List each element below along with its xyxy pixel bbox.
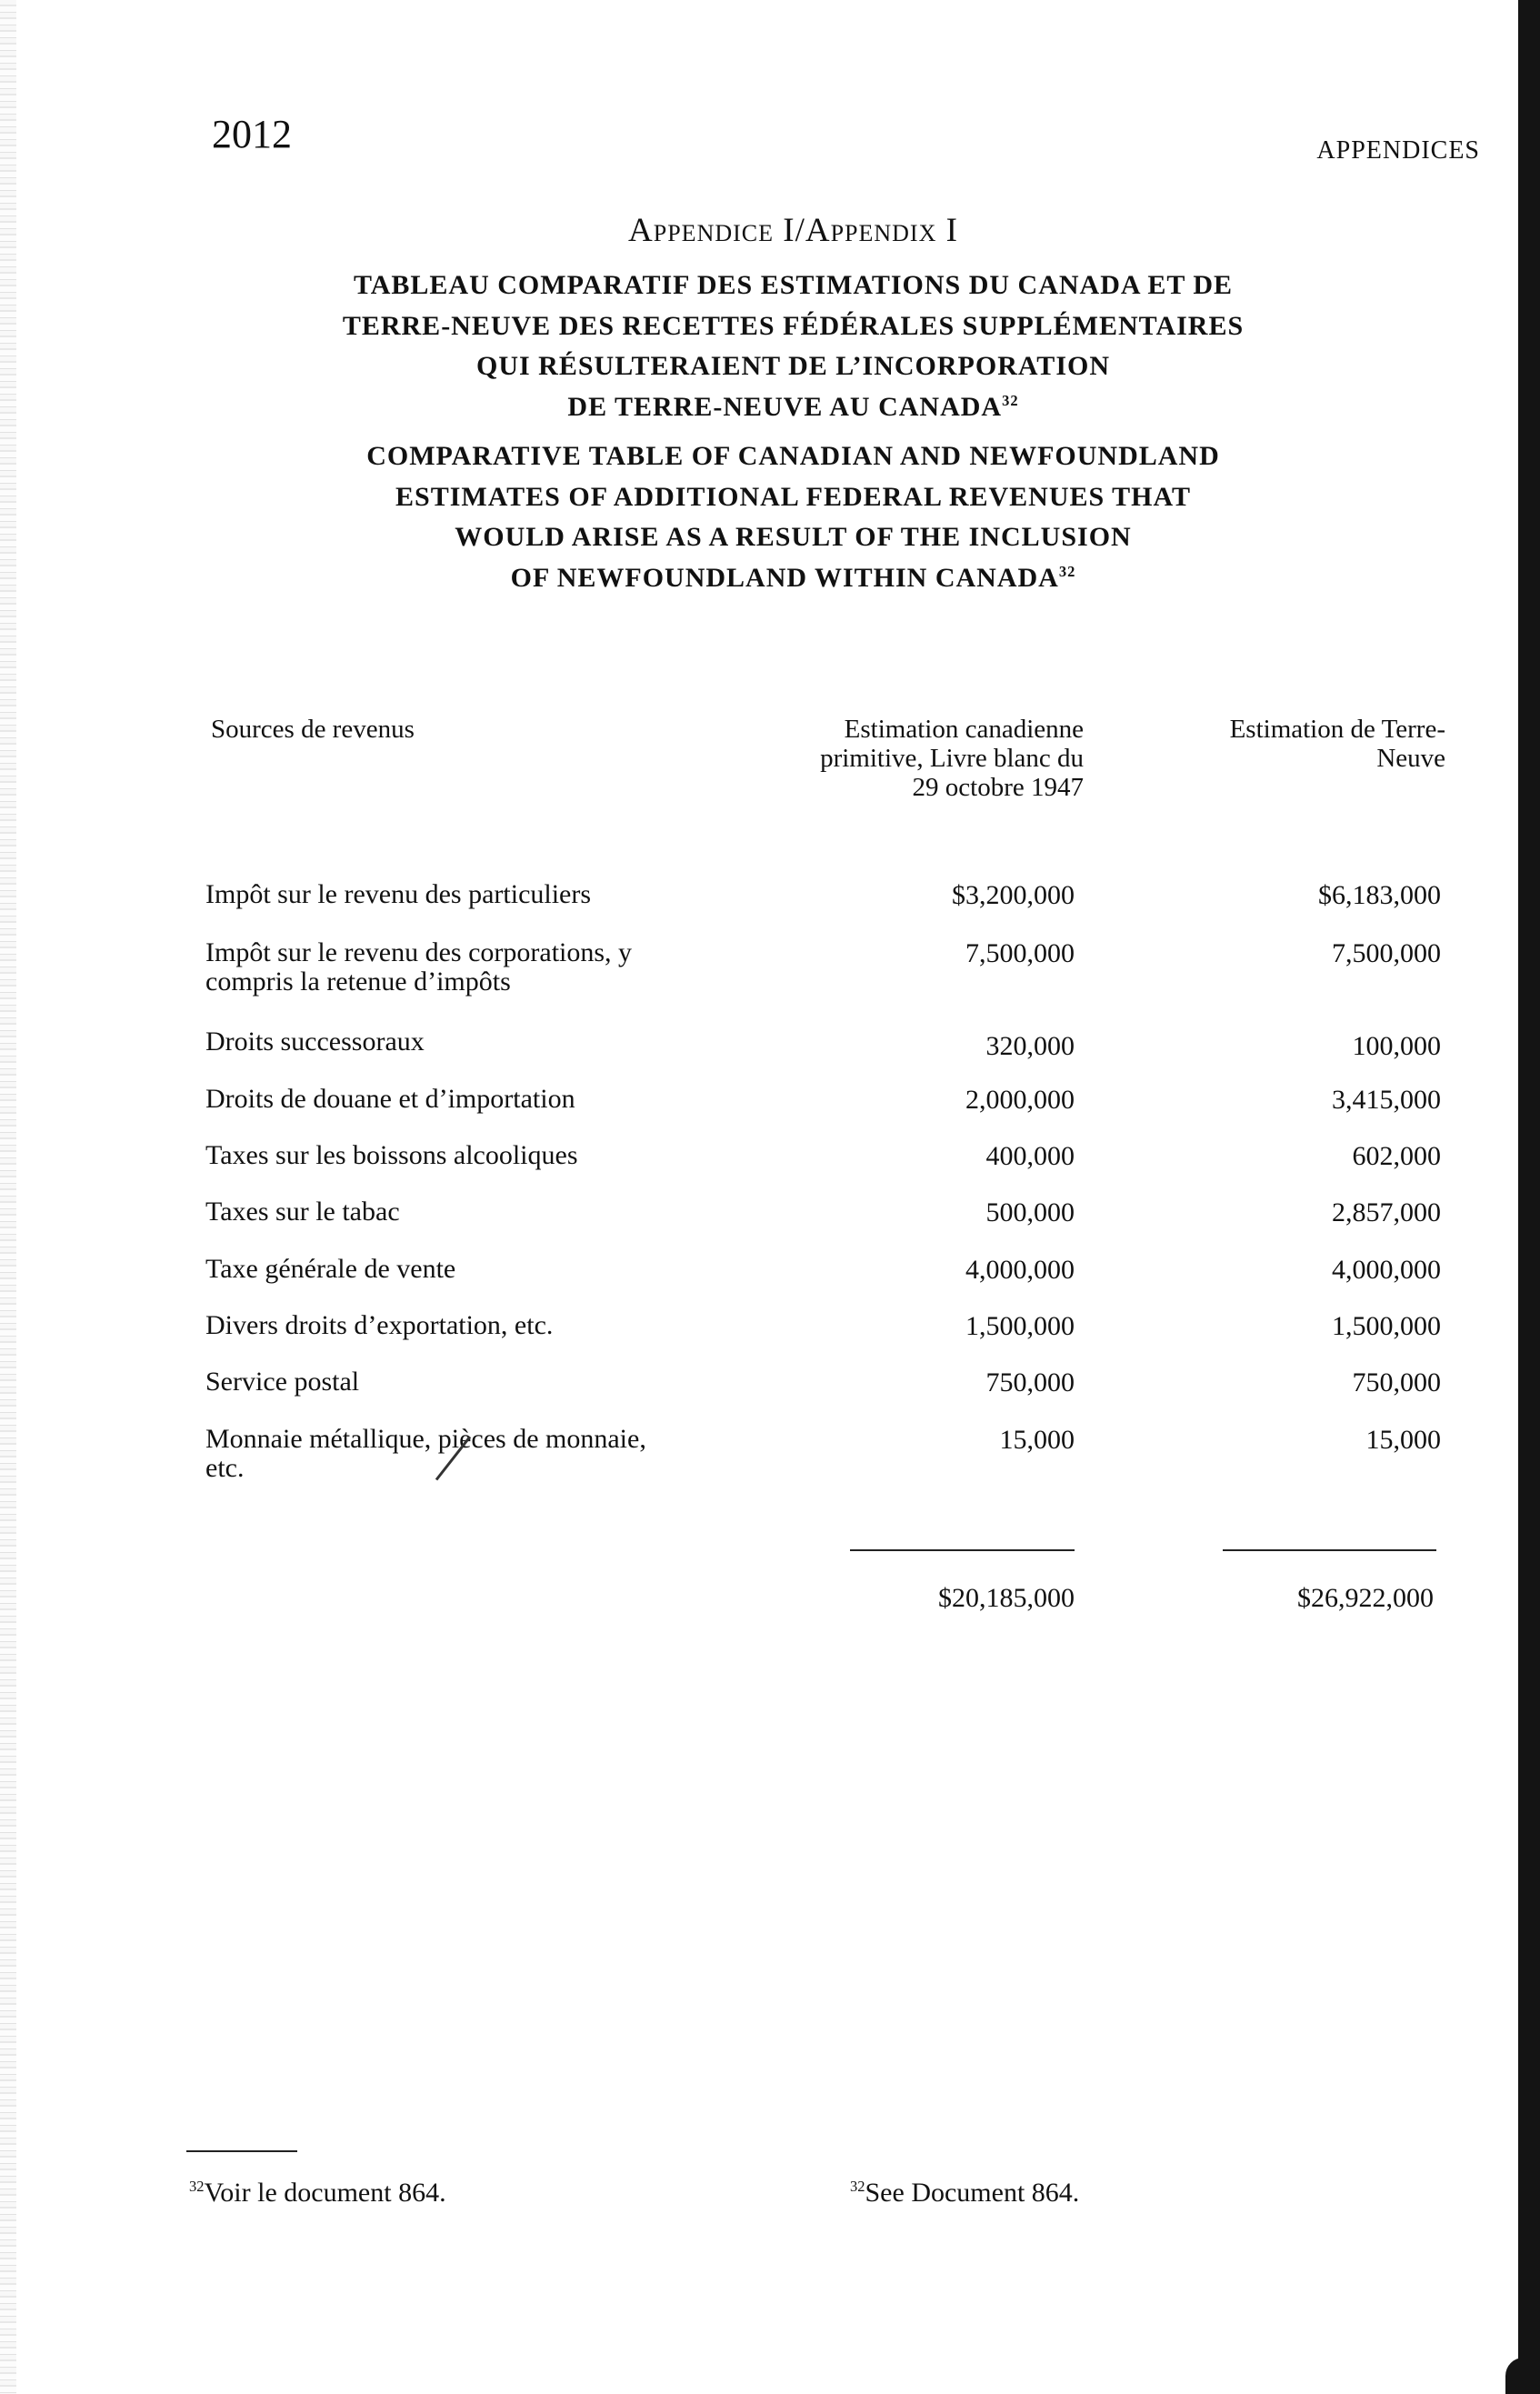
canada-estimate: 15,000 — [999, 1425, 1075, 1455]
column-header-sources: Sources de revenus — [211, 715, 415, 744]
newfoundland-estimate: 15,000 — [1365, 1425, 1441, 1455]
column-header-newfoundland: Estimation de Terre- Neuve — [1229, 715, 1445, 773]
table-row — [0, 880, 1540, 935]
column-header-canada: Estimation canadienne primitive, Livre blanc du 29 octobre 1947 — [820, 715, 1084, 802]
appendix-title: Appendice I/Appendix I — [628, 212, 958, 249]
table-row — [0, 1255, 1540, 1309]
revenue-source: Taxes sur le tabac — [205, 1197, 400, 1227]
newfoundland-estimate: 750,000 — [1352, 1367, 1441, 1397]
newfoundland-estimate: 1,500,000 — [1332, 1311, 1441, 1341]
newfoundland-estimate: 100,000 — [1352, 1031, 1441, 1061]
revenue-source: Impôt sur le revenu des particuliers — [205, 879, 592, 909]
table-row — [0, 1311, 1540, 1366]
canada-estimate: 1,500,000 — [965, 1311, 1075, 1341]
table-row — [0, 1027, 1540, 1082]
title-english — [264, 436, 1323, 598]
title-en-line: OF NEWFOUNDLAND WITHIN CANADA$^{32}$ — [510, 562, 1076, 593]
title-en-line: COMPARATIVE TABLE OF CANADIAN AND NEWFOUNDLAND — [366, 441, 1220, 471]
canada-estimate: $3,200,000 — [952, 880, 1075, 910]
title-french — [264, 265, 1323, 427]
running-head: APPENDICES — [1316, 136, 1480, 165]
title-fr-line: TABLEAU COMPARATIF DES ESTIMATIONS DU CANADA ET DE — [353, 270, 1234, 300]
table-row — [0, 1085, 1540, 1139]
newfoundland-estimate: 7,500,000 — [1332, 938, 1441, 968]
revenue-source: Taxes sur les boissons alcooliques — [205, 1140, 578, 1170]
footnote-english: $^{32}$See Document 864. — [850, 2178, 1080, 2208]
title-fr-line: QUI RÉSULTERAIENT DE L’INCORPORATION — [476, 351, 1110, 381]
revenue-source: Impôt sur le revenu des corporations, y compris la retenue d’impôts — [205, 937, 633, 997]
revenue-source: Monnaie métallique, pièces de monnaie, etc. — [205, 1424, 646, 1483]
newfoundland-estimate: 2,857,000 — [1332, 1197, 1441, 1227]
footnote-french: $^{32}$Voir le document 864. — [189, 2178, 446, 2208]
title-en-line: WOULD ARISE AS A RESULT OF THE INCLUSION — [455, 522, 1132, 552]
page-number: 2012 — [212, 112, 292, 156]
total-canada: $20,185,000 — [938, 1583, 1075, 1613]
table-row — [0, 1197, 1540, 1252]
total-newfoundland: $26,922,000 — [1297, 1583, 1434, 1613]
canada-estimate: 400,000 — [985, 1141, 1075, 1171]
total-rule-newfoundland — [1223, 1549, 1436, 1551]
revenue-source: Divers droits d’exportation, etc. — [205, 1310, 554, 1340]
newfoundland-estimate: 602,000 — [1352, 1141, 1441, 1171]
newfoundland-estimate: $6,183,000 — [1318, 880, 1441, 910]
table-row — [0, 1141, 1540, 1196]
newfoundland-estimate: 3,415,000 — [1332, 1085, 1441, 1115]
footnote-rule — [186, 2150, 297, 2152]
canada-estimate: 7,500,000 — [965, 938, 1075, 968]
title-fr-line: DE TERRE-NEUVE AU CANADA$^{32}$ — [567, 391, 1019, 422]
title-fr-line: TERRE-NEUVE DES RECETTES FÉDÉRALES SUPPLÉMENTAIRES — [342, 310, 1245, 341]
revenue-source: Taxe générale de vente — [205, 1254, 456, 1284]
newfoundland-estimate: 4,000,000 — [1332, 1255, 1441, 1285]
footnote-ref: 32 — [1058, 562, 1076, 580]
table-row — [0, 937, 1540, 997]
title-en-line: ESTIMATES OF ADDITIONAL FEDERAL REVENUES THAT — [395, 481, 1191, 512]
canada-estimate: 4,000,000 — [965, 1255, 1075, 1285]
table-row — [0, 1367, 1540, 1422]
total-rule-canada — [850, 1549, 1075, 1551]
revenue-source: Droits successoraux — [205, 1027, 425, 1057]
footnote-ref: 32 — [1002, 391, 1019, 409]
revenue-source: Service postal — [205, 1367, 360, 1397]
revenue-source: Droits de douane et d’importation — [205, 1084, 575, 1114]
canada-estimate: 320,000 — [985, 1031, 1075, 1061]
canada-estimate: 2,000,000 — [965, 1085, 1075, 1115]
table-row — [0, 1424, 1540, 1483]
canada-estimate: 500,000 — [985, 1197, 1075, 1227]
canada-estimate: 750,000 — [985, 1367, 1075, 1397]
